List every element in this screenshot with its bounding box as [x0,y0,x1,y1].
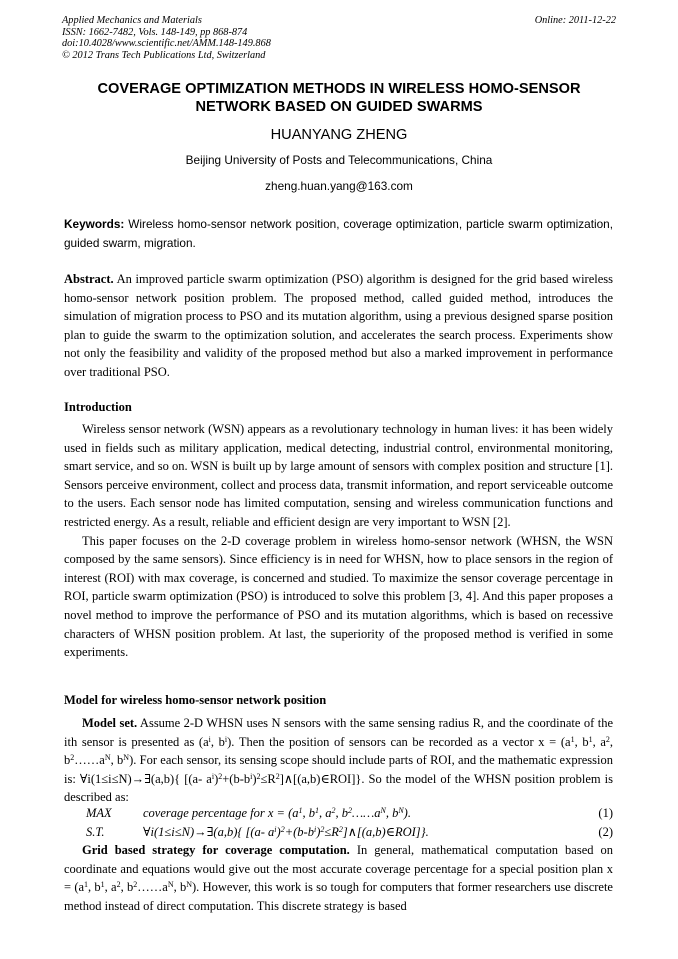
equation-2-lhs: S.T. [86,825,105,839]
superscript: i [208,734,211,744]
superscript: 2 [320,825,325,834]
text-run: ) [316,825,321,839]
text-run: , a [592,734,606,749]
superscript: 2 [605,734,610,744]
text-run: ). For each sensor, its sensing scope should include parts of ROI, and the mathematic expression is: ∀i(1≤i≤N)→∃(a,b){ [(a- a [64,753,614,786]
text-run: ……a [137,880,168,895]
superscript: 2 [70,753,75,763]
superscript: 2 [133,880,138,890]
text-run: , b [385,806,399,820]
superscript: N [398,806,404,815]
text-run: ). However, this work is so tough for computers that former researchers use discrete method instead of direct computation. This discrete strategy is based [64,880,613,913]
author-name: HUANYANG ZHENG [270,127,408,143]
text-run: ). Then the position of sensors can be recorded as a vector x = (a [227,734,571,749]
superscript: 2 [280,825,285,834]
abstract-label: Abstract. [64,272,114,286]
text-run: ) [214,771,219,786]
superscript: N [167,880,174,890]
text-run: , a [318,806,332,820]
superscript: i [250,771,253,781]
author-affiliation: Beijing University of Posts and Telecommunications, China [185,153,493,167]
text-run: , b [110,753,124,768]
abstract-text: An improved particle swarm optimization (PSO) algorithm is designed for the grid based wireless homo-sensor network position problem. The proposed method, called guided method, introduces the simulation of migration process to PSO and its mutation algorithm, using a previous designed sparse position plan to guide the swarm to the optimization solution, and accelerates the search process. Experiments show not only the feasibility and validity of the proposed method but also a marked improvement in performance over traditional PSO. [64,272,614,379]
superscript: 1 [314,806,319,815]
text-run: ≤R [324,825,339,839]
superscript: 2 [116,880,121,890]
text-run: ∀i(1≤i≤N)→∃(a,b){ [(a- a [143,825,275,839]
abstract [64,270,613,382]
journal-name: Applied Mechanics and Materials [62,15,202,26]
text-run: coverage percentage for x = (a [143,806,299,820]
section-heading-introduction: Introduction [64,400,132,414]
text-run: , b [64,734,614,768]
introduction-body [64,420,613,662]
superscript: 1 [570,734,575,744]
superscript: 2 [256,771,261,781]
superscript: 2 [218,771,223,781]
equation-2-body [143,824,429,840]
superscript: 1 [100,880,105,890]
superscript: N [380,806,386,815]
text-run: , b [335,806,348,820]
text-run: ]∧[(a,b)∈ROI]}. [342,825,429,839]
title-line-2: NETWORK BASED ON GUIDED SWARMS [195,99,483,116]
intro-paragraph-2: This paper focuses on the 2-D coverage problem in wireless homo-sensor network (WHSN, the WSN composed by the same sensors). Since efficiency is in need for WHSN, how to place sensors in the region of interest (ROI) with max coverage, is concerned and studied. To maximize the sensor coverage percentage in ROI, particle swarm optimization (PSO) is introduced to solve this problem [3, 4]. And this paper proposes a novel method to improve the performance of PSO and its mutation algorithms, which is based on recessive characters of WHSN position problem. At last, the superiority of the proposed method is verified in some experiments. [64,533,613,660]
text-run: ……a [74,753,105,768]
journal-issn: ISSN: 1662-7482, Vols. 148-149, pp 868-874 [62,26,248,38]
superscript: i [224,734,228,744]
equation-1-body [143,805,411,821]
text-run: , b [302,806,315,820]
superscript: 1 [588,734,593,744]
equation-2-number: (2) [598,825,613,839]
text-run: , b [120,880,134,895]
text-run: , b [88,880,101,895]
text-run: ). [403,806,411,820]
text-run: , b [574,734,589,749]
keywords-label: Keywords: [64,217,125,231]
journal-doi: doi:10.4028/www.scientific.net/AMM.148-149.868 [62,38,271,50]
superscript: i [313,825,317,834]
superscript: 2 [338,825,343,834]
text-run: ≤R [260,771,276,786]
superscript: 2 [347,806,352,815]
text-run: In general, mathematical computation based on coordinate and equations would give out the most accurate coverage percentage for a special position plan x = (a [64,843,614,895]
online-date: Online: 2011-12-22 [534,15,616,26]
model-set-paragraph [64,714,613,807]
superscript: N [123,753,130,763]
grid-strategy-label: Grid based strategy for coverage computation. [82,843,350,857]
journal-copyright: © 2012 Trans Tech Publications Ltd, Switzerland [62,49,266,61]
text-run: Assume 2-D WHSN uses N sensors with the same sensing radius R, and the coordinate of the ith sensor is presented as (a [64,716,613,749]
text-run: ) [276,825,281,839]
superscript: N [186,880,193,890]
text-run: , b [210,734,225,749]
paper-title [60,80,618,117]
text-run: ……a [351,806,381,820]
text-run: ]∧[(a,b)∈ROI]}. So the model of the WHSN position problem is described as: [64,771,613,805]
superscript: i [211,771,215,781]
journal-header [62,15,616,61]
text-run: , b [173,880,187,895]
grid-strategy-paragraph [64,841,613,915]
equation-1-lhs: MAX [86,806,112,820]
superscript: 2 [275,771,280,781]
text-run: , a [104,880,117,895]
superscript: 1 [84,880,89,890]
text-run: +(b-b [284,825,314,839]
equation-1-number: (1) [598,806,613,820]
text-run: ) [252,771,257,786]
title-line-1: COVERAGE OPTIMIZATION METHODS IN WIRELESS HOMO-SENSOR [97,81,581,97]
superscript: i [274,825,277,834]
keywords-text: Wireless homo-sensor network position, coverage optimization, particle swarm optimization, guided swarm, migration. [64,217,614,250]
superscript: 2 [331,806,336,815]
keywords [64,215,613,252]
author-email: zheng.huan.yang@163.com [265,179,413,193]
intro-paragraph-1: Wireless sensor network (WSN) appears as a revolutionary technology in human lives: it has been widely used in fields such as military application, medical detecting, industrial control, environmental monitoring, smart service, and so on. WSN is built up by large amount of sensors with complex position and structure [1]. Sensors perceive environment, collect and process data, transmit information, and report serviceable outcome to the users. Each sensor node has limited computation, sensing and wireless communication functions and restricted energy. As a result, reliable and efficient design are very important to WSN [2]. [64,422,613,529]
section-heading-model: Model for wireless homo-sensor network position [64,693,327,707]
superscript: N [104,753,111,763]
text-run: +(b-b [222,771,251,786]
model-set-label: Model set. [82,716,138,730]
superscript: 1 [298,806,303,815]
